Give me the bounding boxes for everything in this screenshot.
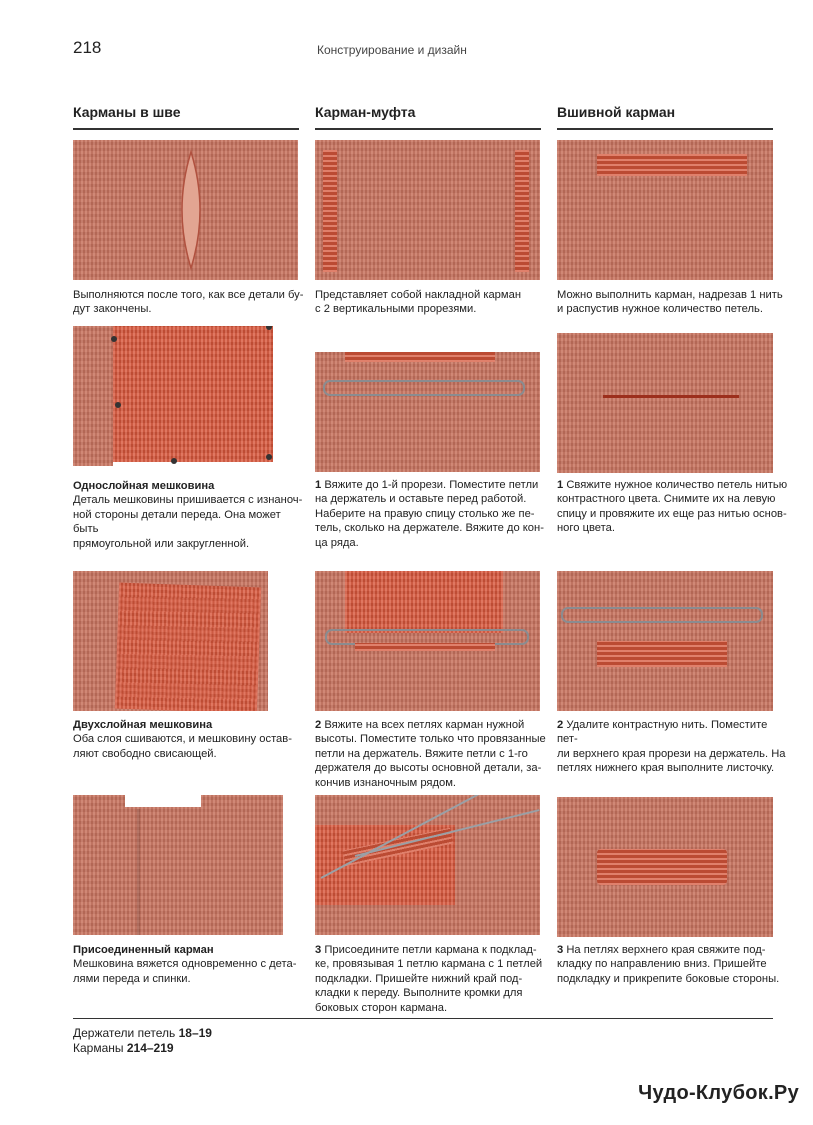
muff-step1-photo xyxy=(315,352,540,472)
caption-title: Двухслойная мешковина xyxy=(73,719,213,731)
caption xyxy=(73,479,305,551)
pocket-welt xyxy=(597,641,727,667)
cross-reference xyxy=(73,1026,212,1040)
reference-pages: 214–219 xyxy=(126,1041,174,1055)
caption-text: Мешковина вяжется одновременно с дета- лями переда и спинки. xyxy=(73,958,297,985)
step-number: 2 xyxy=(315,719,322,731)
reference-pages: 18–19 xyxy=(178,1026,212,1040)
pin-icon xyxy=(111,336,117,342)
caption xyxy=(73,943,305,986)
stitch-holder-icon xyxy=(323,380,525,396)
caption-text: Оба слоя сшиваются, и мешковину остав- ляют свободно свисающей. xyxy=(73,733,292,760)
stitch-holder-icon xyxy=(561,607,763,623)
lining-panel xyxy=(105,326,273,462)
caption xyxy=(73,718,305,761)
caption xyxy=(315,478,547,550)
muff-step2-photo xyxy=(315,571,540,711)
pin-icon xyxy=(115,402,121,408)
caption xyxy=(315,943,547,1015)
step-number: 1 xyxy=(557,479,564,491)
inset-step1-photo xyxy=(557,333,773,473)
step-number: 2 xyxy=(557,719,564,731)
pin-icon xyxy=(266,454,272,460)
caption xyxy=(557,288,789,317)
step-number: 3 xyxy=(315,944,322,956)
column-rule xyxy=(315,128,541,130)
pocket-welt xyxy=(597,154,747,176)
caption xyxy=(557,478,789,536)
inset-step2-photo xyxy=(557,571,773,711)
step-number: 1 xyxy=(315,479,322,491)
seam-pocket-photo xyxy=(73,140,298,280)
caption-text: Деталь мешковины пришивается с изнаноч- ной стороны детали переда. Она может быть прямоугольной или закругленной. xyxy=(73,494,303,550)
pocket-panel xyxy=(345,571,503,633)
caption-title: Однослойная мешковина xyxy=(73,480,215,492)
column-title-muff-pocket: Карман-муфта xyxy=(315,104,416,120)
step-number: 3 xyxy=(557,944,564,956)
caption-text: На петлях верхнего края свяжите под- кладку по направлению вниз. Пришейте подкладку и прикрепите боковые стороны. xyxy=(557,944,780,985)
double-layer-lining-photo xyxy=(73,571,268,711)
stitches-band xyxy=(345,352,495,362)
caption-text: Присоедините петли кармана к подклад- ке, провязывая 1 петлю кармана с 1 петлей подкладки. Пришейте нижний край под- кладки к переду. Выполните кромки для боковых сторон кармана. xyxy=(315,944,543,1014)
column-title-inset-pocket: Вшивной карман xyxy=(557,104,676,120)
footer-rule xyxy=(73,1018,773,1019)
cutout xyxy=(125,795,201,807)
caption xyxy=(557,718,789,776)
column-rule xyxy=(557,128,773,130)
seam-opening-illustration xyxy=(73,140,298,280)
caption-text: Представляет собой накладной карман с 2 вертикальными прорезями. xyxy=(315,289,521,316)
seam-line xyxy=(137,809,140,935)
contrast-yarn-line xyxy=(603,395,739,398)
caption-text: Выполняются после того, как все детали бу- дут закончены. xyxy=(73,289,304,316)
reference-label: Карманы xyxy=(73,1041,127,1055)
caption-text: Свяжите нужное количество петель нитью контрастного цвета. Снимите их на левую спицу и провяжите их еще раз нитью основ- ного цвета. xyxy=(557,479,788,535)
inset-pocket-photo xyxy=(557,140,773,280)
running-title: Конструирование и дизайн xyxy=(317,43,467,57)
garment-edge xyxy=(73,326,113,466)
page-number: 218 xyxy=(73,38,102,57)
rib-edge xyxy=(515,150,529,272)
caption xyxy=(315,288,547,317)
pocket-welt xyxy=(597,849,727,885)
caption xyxy=(73,288,305,317)
caption-title: Присоединенный карман xyxy=(73,944,214,956)
caption xyxy=(557,943,789,986)
attached-pocket-photo xyxy=(73,795,283,935)
single-layer-lining-photo xyxy=(73,326,273,466)
caption-text: Вяжите до 1-й прорези. Поместите петли на держатель и оставьте перед работой. Наберите на правую спицу столько же пе- тель, сколько на держателе. Вяжите до кон- ца ряда. xyxy=(315,479,544,549)
caption-text: Удалите контрастную нить. Поместите пет- ли верхнего края прорези на держатель. На петлях нижнего края выполните листочку. xyxy=(557,719,786,775)
pin-icon xyxy=(171,458,177,464)
site-watermark: Чудо-Клубок.Ру xyxy=(638,1082,799,1104)
column-rule xyxy=(73,128,299,130)
lining-panel xyxy=(115,583,261,711)
reference-label: Держатели петель xyxy=(73,1026,179,1040)
muff-step3-photo xyxy=(315,795,540,935)
cross-reference xyxy=(73,1041,174,1055)
muff-pocket-photo xyxy=(315,140,540,280)
stitches-band xyxy=(355,643,495,651)
caption xyxy=(315,718,547,790)
inset-step3-photo xyxy=(557,797,773,937)
column-title-seam-pockets: Карманы в шве xyxy=(73,104,181,120)
caption-text: Можно выполнить карман, надрезав 1 нить и распустив нужное количество петель. xyxy=(557,289,783,316)
rib-edge xyxy=(323,150,337,272)
caption-text: Вяжите на всех петлях карман нужной высоты. Поместите только что провязанные петли на держатель. Вяжите петли с 1-го держателя до высоты основной детали, за- кончив изнаночным рядом. xyxy=(315,719,546,789)
